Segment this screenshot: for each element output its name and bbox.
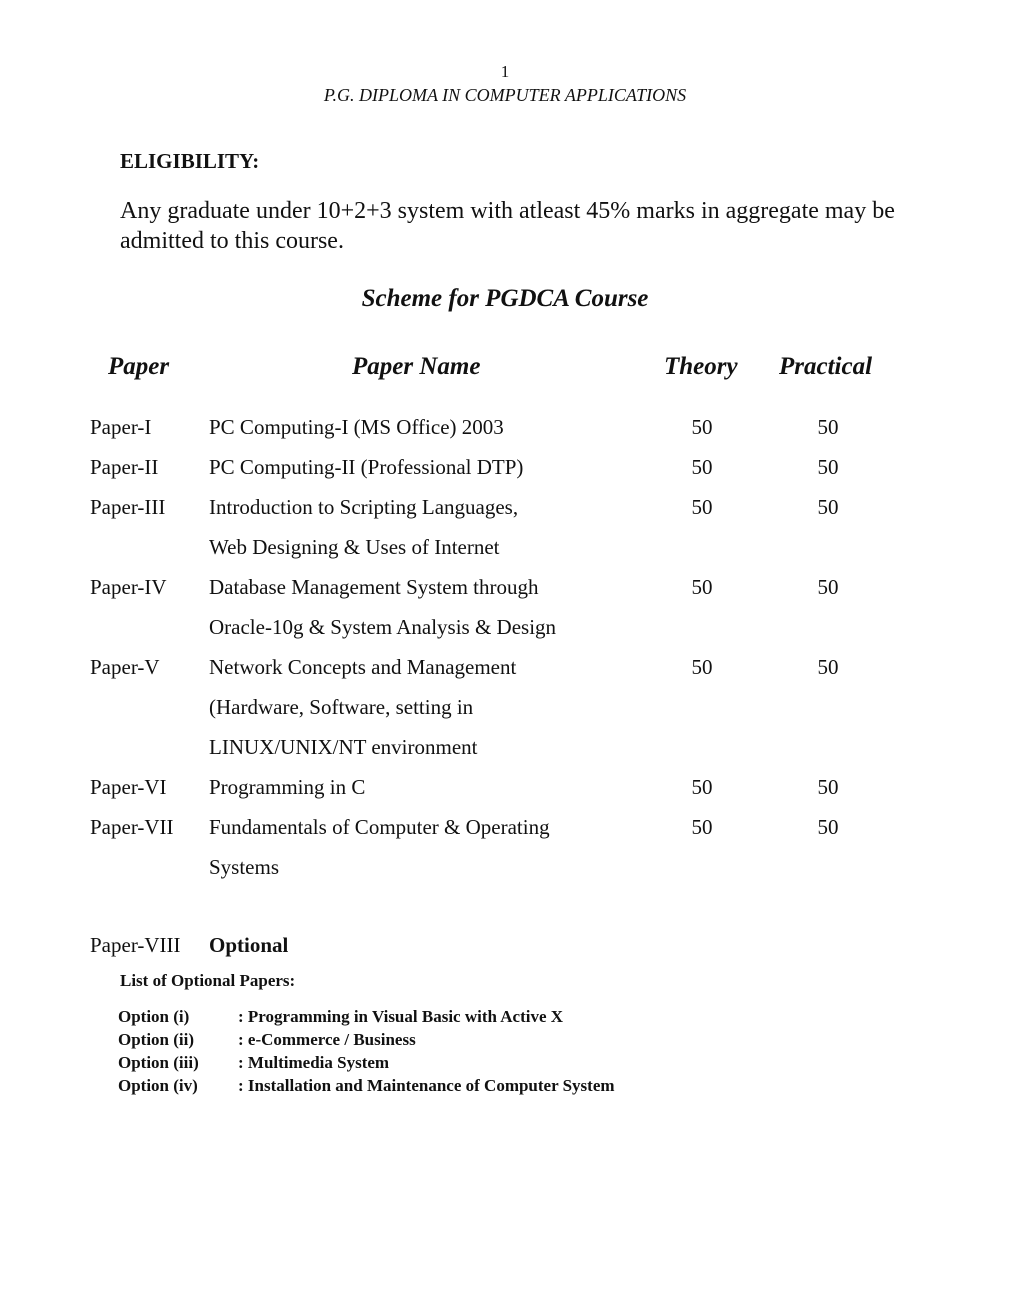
paper-name [209,407,672,447]
option-text: : Installation and Maintenance of Computer System [238,1076,615,1095]
practical-marks: 50 [817,815,839,839]
optional-papers-list [118,1005,615,1097]
column-spacer [732,807,798,887]
paper-viii-label: Optional [209,933,289,957]
list-item [118,1051,615,1074]
paper-name [209,647,672,767]
scheme-title: Scheme for PGDCA Course [361,285,649,312]
running-header-title: P.G. DIPLOMA IN COMPUTER APPLICATIONS [323,85,687,105]
practical-marks: 50 [817,575,839,599]
option-label: Option (i) [118,1007,190,1026]
paper-name-line: PC Computing-I (MS Office) 2003 [209,415,504,439]
table-row [90,447,858,487]
option-text: : Programming in Visual Basic with Active X [238,1007,564,1026]
paper-name-line: Web Designing & Uses of Internet [209,535,500,559]
table-row [90,487,858,567]
theory-marks: 50 [691,455,713,479]
paper-code: Paper-III [90,495,166,519]
paper-code: Paper-VII [90,815,174,839]
column-header-theory: Theory [664,353,738,380]
column-spacer [732,447,798,487]
paper-name-line: PC Computing-II (Professional DTP) [209,455,524,479]
optional-papers-heading: List of Optional Papers: [120,971,296,990]
table-row [90,807,858,887]
column-header-practical: Practical [779,353,873,380]
paper-name-line: Fundamentals of Computer & Operating [209,815,550,839]
option-label: Option (iii) [118,1053,199,1072]
practical-marks: 50 [817,775,839,799]
column-spacer [732,567,798,647]
eligibility-text: Any graduate under 10+2+3 system with atleast 45% marks in aggregate may be admitted to this course. [120,198,895,254]
practical-marks: 50 [817,415,839,439]
theory-marks: 50 [691,495,713,519]
column-header-paper-name: Paper Name [352,353,481,380]
paper-name [209,767,672,807]
list-item [118,1074,615,1097]
option-label: Option (iv) [118,1076,198,1095]
list-item [118,1028,615,1051]
table-row [90,767,858,807]
column-spacer [732,487,798,567]
paper-code: Paper-VI [90,775,167,799]
option-text: : Multimedia System [238,1053,390,1072]
paper-name [209,487,672,567]
paper-code: Paper-I [90,415,152,439]
theory-marks: 50 [691,815,713,839]
paper-name-line: Programming in C [209,775,366,799]
paper-name [209,447,672,487]
paper-name [209,567,672,647]
column-spacer [732,647,798,767]
practical-marks: 50 [817,655,839,679]
column-spacer [732,767,798,807]
theory-marks: 50 [691,415,713,439]
paper-name [209,807,672,887]
theory-marks: 50 [691,575,713,599]
practical-marks: 50 [817,455,839,479]
paper-code: Paper-IV [90,575,167,599]
paper-name-line: Introduction to Scripting Languages, [209,495,519,519]
paper-name-line: (Hardware, Software, setting in [209,695,474,719]
eligibility-heading: ELIGIBILITY: [120,149,260,173]
option-text: : e-Commerce / Business [238,1030,416,1049]
paper-name-line: Systems [209,855,280,879]
paper-code: Paper-II [90,455,159,479]
theory-marks: 50 [691,775,713,799]
option-label: Option (ii) [118,1030,195,1049]
page-number: 1 [500,62,510,81]
paper-name-line: Network Concepts and Management [209,655,517,679]
scheme-table-body [90,407,858,887]
table-row [90,407,858,447]
table-row [90,567,858,647]
theory-marks: 50 [691,655,713,679]
column-spacer [732,407,798,447]
scheme-table [90,407,858,887]
practical-marks: 50 [817,495,839,519]
paper-viii-code: Paper-VIII [90,933,181,957]
paper-name-line: Database Management System through [209,575,539,599]
optional-papers-body [118,1005,615,1097]
paper-name-line: LINUX/UNIX/NT environment [209,735,478,759]
paper-name-line: Oracle-10g & System Analysis & Design [209,615,557,639]
column-header-paper: Paper [108,353,170,380]
paper-code: Paper-V [90,655,160,679]
list-item [118,1005,615,1028]
table-row [90,647,858,767]
